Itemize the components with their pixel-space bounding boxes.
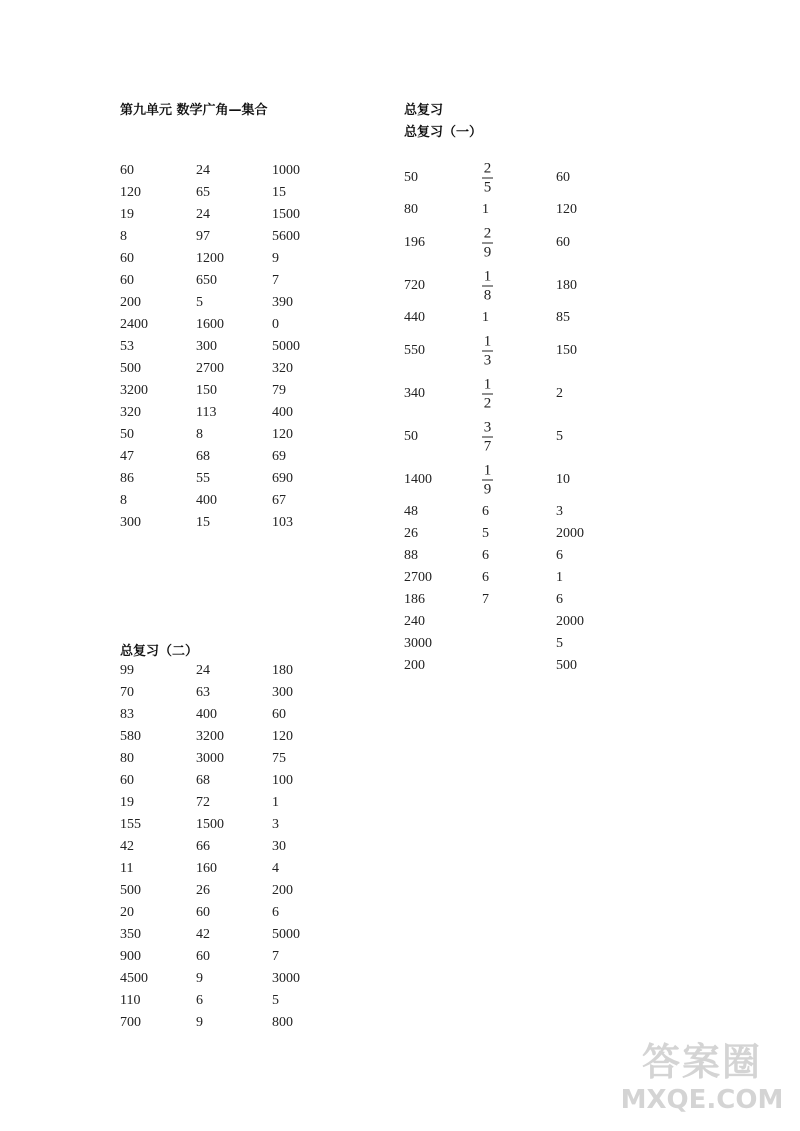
answer-cell: 120 [272,427,293,442]
fraction-numerator: 3 [483,419,492,435]
answer-cell: 3000 [404,636,432,651]
answer-cell: 3 [556,504,563,519]
answer-cell: 3000 [196,751,224,766]
table-row [404,415,664,458]
table-row [120,182,380,204]
fraction-bar [482,350,493,351]
answer-cell: 68 [196,449,210,464]
site-watermark-logo [612,1040,792,1120]
review2-answer-table [120,660,380,1034]
answer-cell: 500 [556,658,577,673]
answer-cell: 200 [272,883,293,898]
answer-cell: 720 [404,277,425,293]
table-row [120,512,380,534]
answer-cell: 8 [196,427,203,442]
answer-cell: 400 [196,493,217,508]
answer-cell: 7 [482,592,489,607]
answer-cell: 60 [196,949,210,964]
answer-cell: 2700 [404,570,432,585]
table-row [120,836,380,858]
answer-cell: 6 [556,548,563,563]
answer-cell: 320 [272,361,293,376]
answer-cell: 150 [196,383,217,398]
fraction-answer [482,225,493,260]
fraction-numerator: 1 [483,333,492,349]
answer-cell: 2 [556,385,563,401]
answer-cell: 6 [272,905,279,920]
table-row [404,633,664,655]
answer-cell: 500 [120,883,141,898]
answer-cell: 24 [196,663,210,678]
watermark-url-text: MXQE.COM [620,1085,784,1115]
table-row [120,380,380,402]
answer-cell: 200 [120,295,141,310]
answer-cell: 350 [120,927,141,942]
answer-cell: 26 [196,883,210,898]
answer-cell: 1000 [272,163,300,178]
answer-cell: 650 [196,273,217,288]
fraction-answer [482,462,493,497]
table-row [404,501,664,523]
answer-cell: 4 [272,861,279,876]
fraction-answer [482,333,493,368]
answer-cell: 6 [482,548,489,563]
answer-cell: 60 [120,163,134,178]
answer-cell: 48 [404,504,418,519]
table-row [404,523,664,545]
answer-cell: 50 [404,169,418,185]
answer-cell: 2000 [556,526,584,541]
fraction-denominator: 8 [483,287,492,303]
answer-cell: 3000 [272,971,300,986]
fraction-numerator: 2 [483,160,492,176]
table-row [120,660,380,682]
answer-cell: 800 [272,1015,293,1030]
answer-cell: 5 [556,636,563,651]
answer-cell: 240 [404,614,425,629]
answer-cell: 9 [196,1015,203,1030]
answer-cell: 100 [272,773,293,788]
answer-cell: 4500 [120,971,148,986]
answer-cell: 550 [404,342,425,358]
answer-cell: 9 [196,971,203,986]
answer-cell: 0 [272,317,279,332]
answer-cell: 1 [272,795,279,810]
answer-cell: 83 [120,707,134,722]
table-row [120,770,380,792]
answer-cell: 3 [272,817,279,832]
answer-cell: 5000 [272,927,300,942]
answer-cell: 63 [196,685,210,700]
fraction-bar [482,242,493,243]
table-row [120,490,380,512]
answer-cell: 1 [482,310,489,325]
answer-cell: 500 [120,361,141,376]
answer-cell: 10 [556,471,570,487]
fraction-answer [482,376,493,411]
answer-cell: 9 [272,251,279,266]
answer-cell: 80 [120,751,134,766]
answer-cell: 6 [196,993,203,1008]
unit9-title: 第九单元 数学广角—集合 [120,103,268,118]
answer-cell: 47 [120,449,134,464]
table-row [120,704,380,726]
answer-cell: 2700 [196,361,224,376]
answer-cell: 60 [196,905,210,920]
table-row [404,221,664,264]
answer-cell: 60 [120,251,134,266]
table-row [404,372,664,415]
answer-cell: 66 [196,839,210,854]
table-row [120,814,380,836]
answer-cell: 1200 [196,251,224,266]
table-row [120,314,380,336]
answer-cell: 30 [272,839,286,854]
answer-cell: 5000 [272,339,300,354]
answer-cell: 900 [120,949,141,964]
answer-cell: 390 [272,295,293,310]
answer-cell: 1 [556,570,563,585]
table-row [120,968,380,990]
answer-cell: 11 [120,861,134,876]
answer-cell: 75 [272,751,286,766]
watermark-logo-text: 答案圈 [641,1040,762,1084]
answer-cell: 700 [120,1015,141,1030]
review-title: 总复习 [404,103,444,118]
fraction-numerator: 1 [483,268,492,284]
answer-cell: 400 [272,405,293,420]
answer-cell: 72 [196,795,210,810]
answer-cell: 300 [120,515,141,530]
table-row [404,545,664,567]
answer-cell: 2000 [556,614,584,629]
answer-cell: 53 [120,339,134,354]
table-row [404,567,664,589]
answer-cell: 120 [556,202,577,217]
answer-cell: 60 [556,169,570,185]
answer-cell: 5 [196,295,203,310]
table-row [120,446,380,468]
review1-title: 总复习（一） [404,125,483,140]
table-row [120,1012,380,1034]
answer-cell: 68 [196,773,210,788]
answer-cell: 5 [556,428,563,444]
table-row [120,726,380,748]
answer-cell: 1 [482,202,489,217]
table-row [120,248,380,270]
fraction-answer [482,160,493,195]
fraction-bar [482,285,493,286]
answer-cell: 60 [556,234,570,250]
table-row [120,270,380,292]
fraction-answer [482,268,493,303]
answer-cell: 85 [556,310,570,325]
answer-cell: 7 [272,273,279,288]
answer-cell: 8 [120,229,127,244]
review2-title: 总复习（二） [120,644,199,659]
fraction-denominator: 9 [483,244,492,260]
answer-cell: 300 [196,339,217,354]
table-row [120,748,380,770]
answer-cell: 6 [482,570,489,585]
fraction-bar [482,436,493,437]
table-row [120,424,380,446]
answer-cell: 42 [120,839,134,854]
answer-cell: 180 [556,277,577,293]
answer-cell: 24 [196,163,210,178]
answer-cell: 155 [120,817,141,832]
answer-cell: 19 [120,795,134,810]
table-row [404,264,664,307]
answer-cell: 65 [196,185,210,200]
fraction-answer [482,419,493,454]
table-row [120,990,380,1012]
answer-cell: 42 [196,927,210,942]
answer-cell: 79 [272,383,286,398]
table-row [120,792,380,814]
answer-cell: 580 [120,729,141,744]
answer-cell: 20 [120,905,134,920]
answer-cell: 70 [120,685,134,700]
answer-cell: 440 [404,310,425,325]
answer-cell: 67 [272,493,286,508]
answer-cell: 1400 [404,471,432,487]
table-row [120,880,380,902]
answer-cell: 86 [120,471,134,486]
table-row [120,858,380,880]
answer-cell: 5 [272,993,279,1008]
answer-cell: 1500 [272,207,300,222]
answer-cell: 186 [404,592,425,607]
answer-cell: 1600 [196,317,224,332]
unit9-answer-table [120,160,380,534]
answer-cell: 6 [482,504,489,519]
answer-cell: 103 [272,515,293,530]
answer-cell: 340 [404,385,425,401]
answer-cell: 60 [120,773,134,788]
answer-cell: 690 [272,471,293,486]
answer-cell: 50 [404,428,418,444]
answer-cell: 55 [196,471,210,486]
fraction-denominator: 9 [483,481,492,497]
table-row [404,199,664,221]
answer-cell: 24 [196,207,210,222]
answer-cell: 99 [120,663,134,678]
answer-cell: 196 [404,234,425,250]
answer-cell: 120 [120,185,141,200]
table-row [120,902,380,924]
answer-cell: 69 [272,449,286,464]
answer-cell: 400 [196,707,217,722]
answer-cell: 19 [120,207,134,222]
table-row [404,307,664,329]
review1-answer-table [404,156,664,677]
answer-cell: 3200 [196,729,224,744]
answer-cell: 113 [196,405,217,420]
answer-cell: 97 [196,229,210,244]
fraction-bar [482,479,493,480]
answer-cell: 300 [272,685,293,700]
answer-cell: 120 [272,729,293,744]
table-row [120,292,380,314]
answer-cell: 180 [272,663,293,678]
answer-cell: 7 [272,949,279,964]
table-row [404,156,664,199]
answer-cell: 1500 [196,817,224,832]
answer-cell: 60 [272,707,286,722]
table-row [120,336,380,358]
table-row [120,204,380,226]
answer-cell: 80 [404,202,418,217]
table-row [120,226,380,248]
answer-cell: 320 [120,405,141,420]
fraction-numerator: 1 [483,376,492,392]
answer-cell: 8 [120,493,127,508]
table-row [404,655,664,677]
table-row [120,682,380,704]
answer-cell: 160 [196,861,217,876]
table-row [404,611,664,633]
table-row [120,402,380,424]
table-row [404,458,664,501]
fraction-bar [482,393,493,394]
table-row [404,329,664,372]
answer-cell: 60 [120,273,134,288]
answer-cell: 110 [120,993,141,1008]
answer-cell: 88 [404,548,418,563]
answer-cell: 5 [482,526,489,541]
fraction-numerator: 2 [483,225,492,241]
fraction-denominator: 2 [483,395,492,411]
table-row [404,589,664,611]
fraction-numerator: 1 [483,462,492,478]
fraction-denominator: 3 [483,352,492,368]
answer-cell: 5600 [272,229,300,244]
answer-cell: 150 [556,342,577,358]
table-row [120,468,380,490]
answer-cell: 2400 [120,317,148,332]
fraction-denominator: 7 [483,438,492,454]
fraction-denominator: 5 [483,179,492,195]
answer-cell: 3200 [120,383,148,398]
table-row [120,946,380,968]
answer-cell: 15 [272,185,286,200]
answer-cell: 6 [556,592,563,607]
answer-cell: 50 [120,427,134,442]
answer-cell: 15 [196,515,210,530]
fraction-bar [482,177,493,178]
table-row [120,160,380,182]
answer-cell: 200 [404,658,425,673]
table-row [120,358,380,380]
table-row [120,924,380,946]
answer-cell: 26 [404,526,418,541]
